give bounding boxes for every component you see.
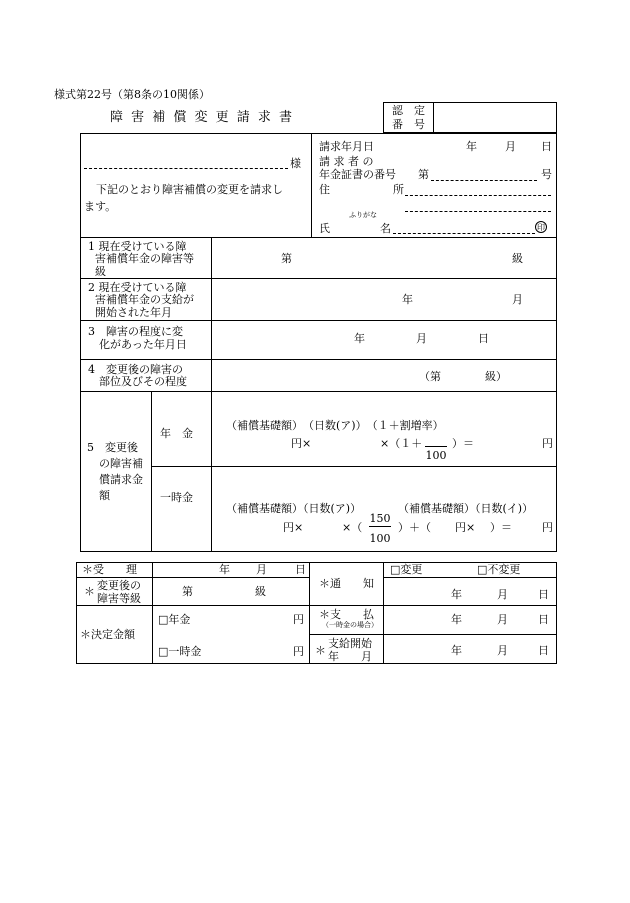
row5-label-1: 5 変更後 xyxy=(87,441,138,454)
received-label: ＊受 理 xyxy=(82,563,137,576)
lump-formula-head-1: （補償基礎額）（日数(ア)） xyxy=(226,502,362,515)
payment-label: ＊支 払 xyxy=(319,608,374,621)
amount-lump: □一時金 xyxy=(158,645,202,658)
lump-formula-head-2: （補償基礎額）（日数(イ)） xyxy=(398,502,534,515)
notice-label: ＊通 知 xyxy=(319,577,374,590)
address-label: 住 xyxy=(319,183,330,196)
page-title: 障 害 補 償 変 更 請 求 書 xyxy=(110,110,295,125)
addressee-body-1: 下記のとおり障害補償の変更を請求し xyxy=(96,183,283,196)
notice-unchanged: □不変更 xyxy=(477,563,521,576)
claimant-label-2: 年金証書の番号 xyxy=(319,168,396,181)
row4-label-1: 4 変更後の障害の xyxy=(88,363,183,376)
notice-changed: □変更 xyxy=(390,563,423,576)
cert-label-1: 認 定 xyxy=(392,104,425,117)
seal-mark: 印 xyxy=(537,223,545,232)
pension-label: 年 金 xyxy=(160,427,193,440)
addressee-suffix: 様 xyxy=(290,157,301,170)
form-id: 様式第22号（第8条の10関係） xyxy=(54,88,210,101)
start-label-1: 支給開始 xyxy=(328,637,372,650)
grade-label-1: 変更後の xyxy=(97,579,141,592)
amount-pension: □年金 xyxy=(158,613,191,626)
claimant-label-1: 請 求 者 の xyxy=(319,155,374,168)
row1-label-1: 1 現在受けている障 xyxy=(88,240,187,253)
lump-label: 一時金 xyxy=(160,491,193,504)
amount-label: ＊決定金額 xyxy=(80,628,135,641)
row3-label-1: 3 障害の程度に変 xyxy=(88,325,183,338)
pension-formula-head: （補償基礎額） （日数(ア)） （１＋割増率） xyxy=(226,419,444,432)
name-label: 氏 xyxy=(319,222,330,235)
addressee-body-2: ます。 xyxy=(84,200,117,213)
row2-label-1: 2 現在受けている障 xyxy=(88,281,187,294)
furigana-label: ふりがな xyxy=(349,211,377,219)
cert-label-2: 番 号 xyxy=(392,118,425,131)
claim-date-label: 請求年月日 xyxy=(319,140,374,153)
